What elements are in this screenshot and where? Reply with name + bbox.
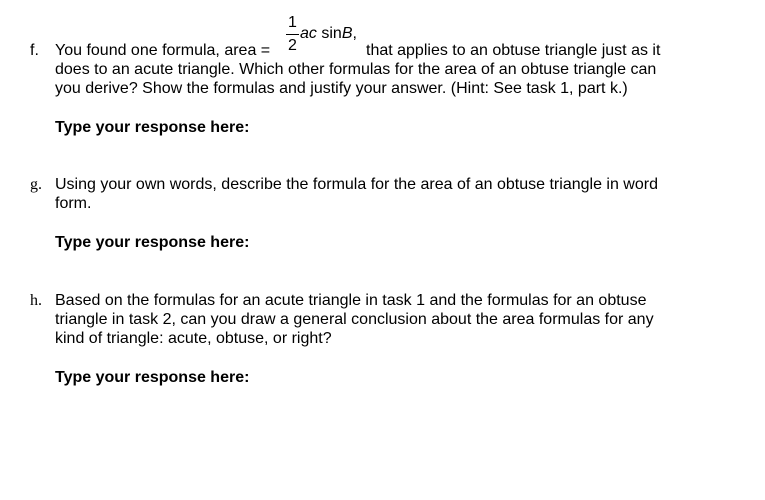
fraction-denominator: 2 xyxy=(288,37,297,54)
formula-var-b: B xyxy=(341,25,353,42)
fraction-numerator: 1 xyxy=(288,14,297,31)
question-f-line2: does to an acute triangle. Which other formulas for the area of an obtuse triangle can xyxy=(55,61,657,78)
question-f-response-prompt: Type your response here: xyxy=(55,119,250,136)
question-f-line3: you derive? Show the formulas and justify your answer. (Hint: See task 1, part k.) xyxy=(55,80,628,97)
question-h-response-prompt: Type your response here: xyxy=(55,369,250,386)
question-g-response-prompt: Type your response here: xyxy=(55,234,250,251)
question-h-text: Based on the formulas for an acute triangle in task 1 and the formulas for an obtuse triangle in task 2, can you draw a general conclusion about the area formulas for any kind of triangle: acute, obtuse, or right? xyxy=(55,292,654,347)
question-g-marker: g. xyxy=(30,176,42,193)
fraction-bar xyxy=(286,34,299,35)
question-f-marker: f. xyxy=(30,42,39,59)
formula-vars-ac: ac xyxy=(300,25,317,42)
formula-comma: , xyxy=(352,25,357,42)
formula-sin: sin xyxy=(321,25,342,42)
question-f-line1-start: You found one formula, area = xyxy=(55,42,271,59)
area-formula xyxy=(285,13,365,58)
question-f-line1-end: that applies to an obtuse triangle just as it xyxy=(366,42,661,59)
formula-expression xyxy=(300,24,357,43)
question-g-text: Using your own words, describe the formula for the area of an obtuse triangle in word form. xyxy=(55,176,658,212)
question-h-marker: h. xyxy=(30,292,42,309)
